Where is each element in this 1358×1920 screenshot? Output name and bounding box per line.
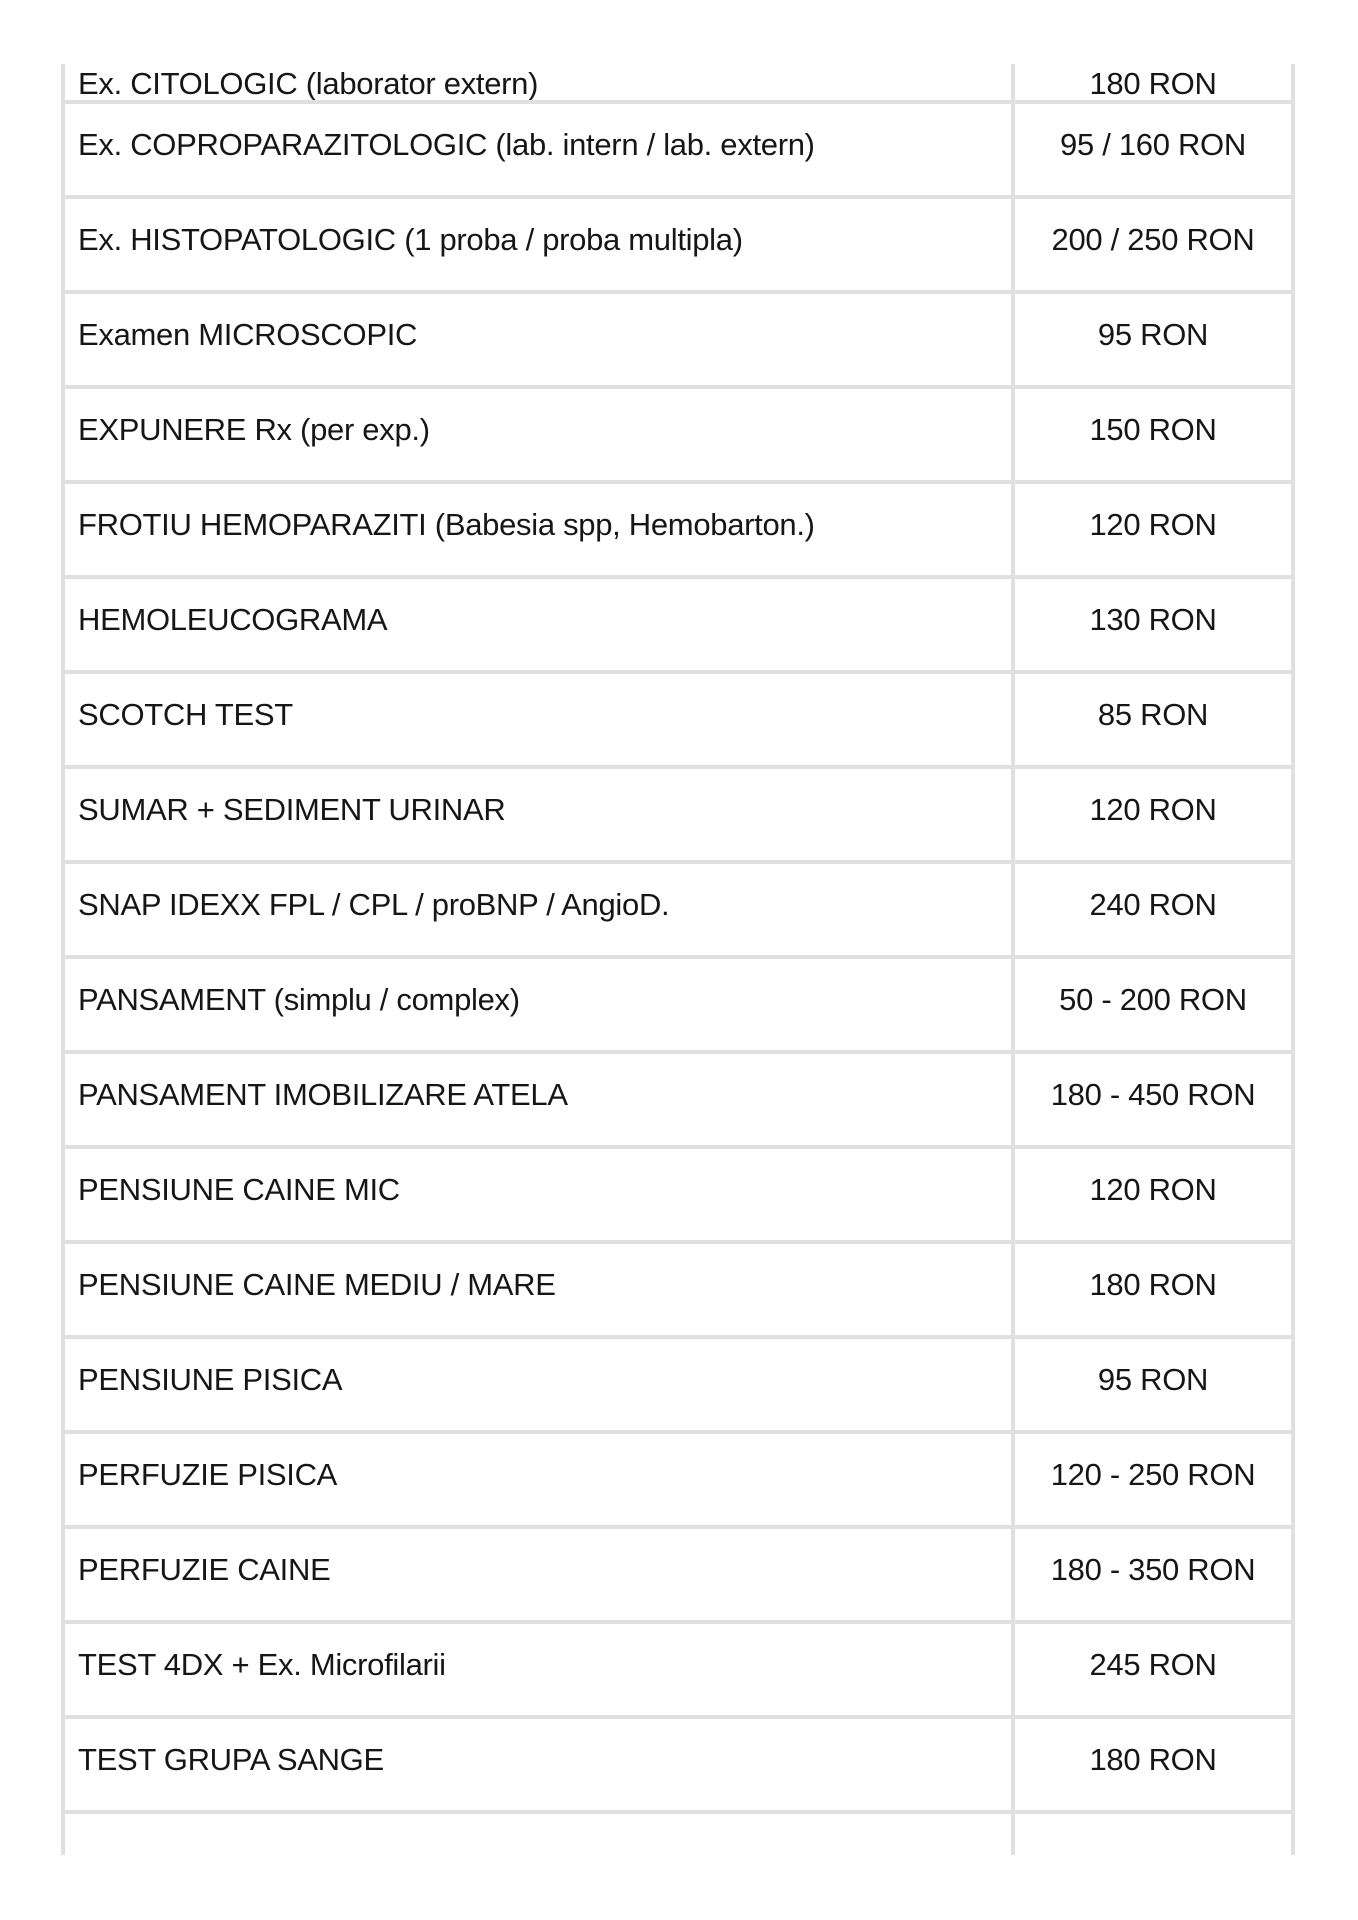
price-cell: 130 RON (1011, 579, 1291, 670)
service-name-cell: TEST GRUPA SANGE (78, 1742, 384, 1777)
table-row (65, 1719, 1291, 1814)
price-cell: 180 - 350 RON (1011, 1529, 1291, 1620)
table-row-partial-empty (65, 1814, 1291, 1855)
service-name-cell: PENSIUNE CAINE MIC (78, 1172, 400, 1207)
service-name-cell: PANSAMENT IMOBILIZARE ATELA (78, 1077, 568, 1112)
price-cell: 50 - 200 RON (1011, 959, 1291, 1050)
price-cell: 150 RON (1011, 389, 1291, 480)
table-row (65, 1434, 1291, 1529)
service-name-cell: EXPUNERE Rx (per exp.) (78, 412, 430, 447)
service-name-cell: PENSIUNE PISICA (78, 1362, 343, 1397)
price-cell: 95 / 160 RON (1011, 104, 1291, 195)
price-cell: 120 RON (1011, 484, 1291, 575)
service-name-cell: Ex. CITOLOGIC (laborator extern) (78, 66, 539, 100)
table-row (65, 1054, 1291, 1149)
service-name-cell: PANSAMENT (simplu / complex) (78, 982, 520, 1017)
service-name-cell: TEST 4DX + Ex. Microfilarii (78, 1647, 446, 1682)
service-name-cell: Ex. COPROPARAZITOLOGIC (lab. intern / lab. extern) (78, 127, 815, 162)
price-cell: 120 RON (1011, 1149, 1291, 1240)
table-row (65, 1149, 1291, 1244)
price-cell: 200 / 250 RON (1011, 199, 1291, 290)
service-name-cell: PERFUZIE PISICA (78, 1457, 338, 1492)
table-row (65, 864, 1291, 959)
service-name-cell: Ex. HISTOPATOLOGIC (1 proba / proba multipla) (78, 222, 743, 257)
service-name-cell: PENSIUNE CAINE MEDIU / MARE (78, 1267, 556, 1302)
price-cell: 180 RON (1011, 1719, 1291, 1810)
table-row (65, 1244, 1291, 1339)
price-cell: 85 RON (1011, 674, 1291, 765)
table-row (65, 1529, 1291, 1624)
table-row (65, 1624, 1291, 1719)
price-cell: 120 - 250 RON (1011, 1434, 1291, 1525)
price-table (61, 64, 1295, 1855)
table-row (65, 199, 1291, 294)
table-row (65, 484, 1291, 579)
table-row (65, 294, 1291, 389)
service-name-cell: SNAP IDEXX FPL / CPL / proBNP / AngioD. (78, 887, 670, 922)
service-name-cell: SUMAR + SEDIMENT URINAR (78, 792, 506, 827)
service-name-cell: Examen MICROSCOPIC (78, 317, 418, 352)
price-cell: 180 RON (1011, 1244, 1291, 1335)
table-row (65, 579, 1291, 674)
price-cell: 95 RON (1011, 294, 1291, 385)
service-name-cell: PERFUZIE CAINE (78, 1552, 331, 1587)
price-cell: 180 - 450 RON (1011, 1054, 1291, 1145)
service-name-cell (65, 1814, 1011, 1855)
price-cell: 245 RON (1011, 1624, 1291, 1715)
service-name-cell: FROTIU HEMOPARAZITI (Babesia spp, Hemobarton.) (78, 507, 815, 542)
table-row (65, 104, 1291, 199)
table-row (65, 674, 1291, 769)
table-row (65, 769, 1291, 864)
service-name-cell: SCOTCH TEST (78, 697, 293, 732)
price-cell (1011, 1814, 1291, 1855)
price-cell: 180 RON (1011, 64, 1291, 100)
price-cell: 95 RON (1011, 1339, 1291, 1430)
table-row (65, 1339, 1291, 1434)
table-row (65, 389, 1291, 484)
service-name-cell: HEMOLEUCOGRAMA (78, 602, 388, 637)
price-cell: 240 RON (1011, 864, 1291, 955)
table-row (65, 959, 1291, 1054)
table-row (65, 64, 1291, 104)
price-cell: 120 RON (1011, 769, 1291, 860)
